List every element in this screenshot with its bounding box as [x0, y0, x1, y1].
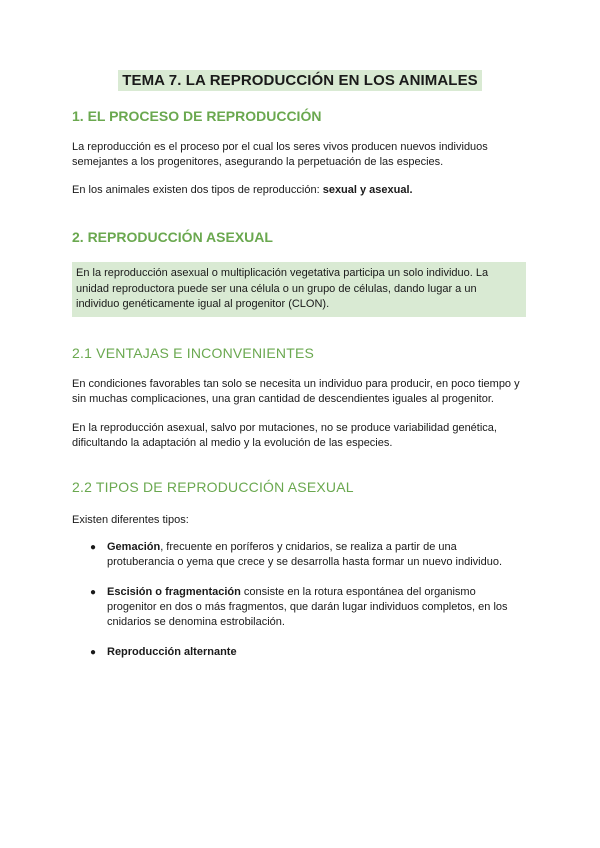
list-item-gemacion — [90, 540, 520, 570]
paragraph-advantages — [72, 377, 532, 407]
highlight-box — [72, 262, 526, 317]
page-title: TEMA 7. LA REPRODUCCIÓN EN LOS ANIMALES — [118, 70, 482, 91]
text-line: sin muchas complicaciones, una gran cantidad de descendientes iguales al progenitor. — [72, 393, 494, 405]
section-heading-2-2: 2.2 TIPOS DE REPRODUCCIÓN ASEXUAL — [72, 479, 354, 495]
types-list — [90, 540, 520, 660]
text-span: , frecuente en poríferos y cnidarios, se realiza a partir de una — [160, 541, 457, 553]
text-line: individuo genéticamente igual al progenitor (CLON). — [76, 298, 330, 310]
text-line — [107, 540, 520, 555]
title-wrapper — [0, 70, 600, 91]
text-line: En la reproducción asexual o multiplicación vegetativa participa un solo individuo. La — [76, 267, 489, 279]
paragraph-disadvantages — [72, 421, 532, 451]
section-heading-1: 1. EL PROCESO DE REPRODUCCIÓN — [72, 108, 322, 124]
bold-term: Gemación — [107, 541, 161, 553]
bold-term: Escisión o fragmentación — [107, 586, 241, 598]
section-heading-2-1: 2.1 VENTAJAS E INCONVENIENTES — [72, 345, 315, 361]
paragraph-reproduction-types — [72, 183, 532, 198]
list-item-alternante — [90, 645, 520, 660]
section-heading-2: 2. REPRODUCCIÓN ASEXUAL — [72, 229, 273, 245]
bold-text: sexual y asexual. — [322, 184, 413, 196]
text-line: protuberancia o yema que crece y se desarrolla hasta formar un nuevo individuo. — [107, 556, 503, 568]
text-line: progenitor en dos o más fragmentos, que darán lugar individuos completos, en los — [107, 601, 508, 613]
text-line: La reproducción es el proceso por el cual los seres vivos producen nuevos individuos — [72, 141, 488, 153]
bullet-icon: ● — [90, 542, 97, 553]
text-line: unidad reproductora puede ser una célula o un grupo de células, dando lugar a un — [76, 282, 477, 295]
bullet-icon: ● — [90, 647, 97, 658]
paragraph-reproduction-definition — [72, 140, 532, 170]
text-line: En condiciones favorables tan solo se necesita un individuo para producir, en poco tiempo y — [72, 378, 520, 390]
text-line — [107, 645, 520, 660]
paragraph-types-intro: Existen diferentes tipos: — [72, 514, 189, 526]
text-line: En la reproducción asexual, salvo por mutaciones, no se produce variabilidad genética, — [72, 422, 497, 434]
text-line: dificultando la adaptación al medio y la evolución de las especies. — [72, 437, 393, 449]
text-span: En los animales existen dos tipos de reproducción: — [72, 184, 323, 196]
bold-term: Reproducción alternante — [107, 646, 237, 658]
text-line: semejantes a los progenitores, asegurando la perpetuación de las especies. — [72, 156, 444, 168]
list-item-escision — [90, 585, 520, 630]
text-span: consiste en la rotura espontánea del organismo — [240, 586, 476, 598]
bullet-icon: ● — [90, 587, 97, 598]
text-line: cnidarios se denomina estrobilación. — [107, 616, 285, 628]
text-line — [107, 585, 520, 600]
